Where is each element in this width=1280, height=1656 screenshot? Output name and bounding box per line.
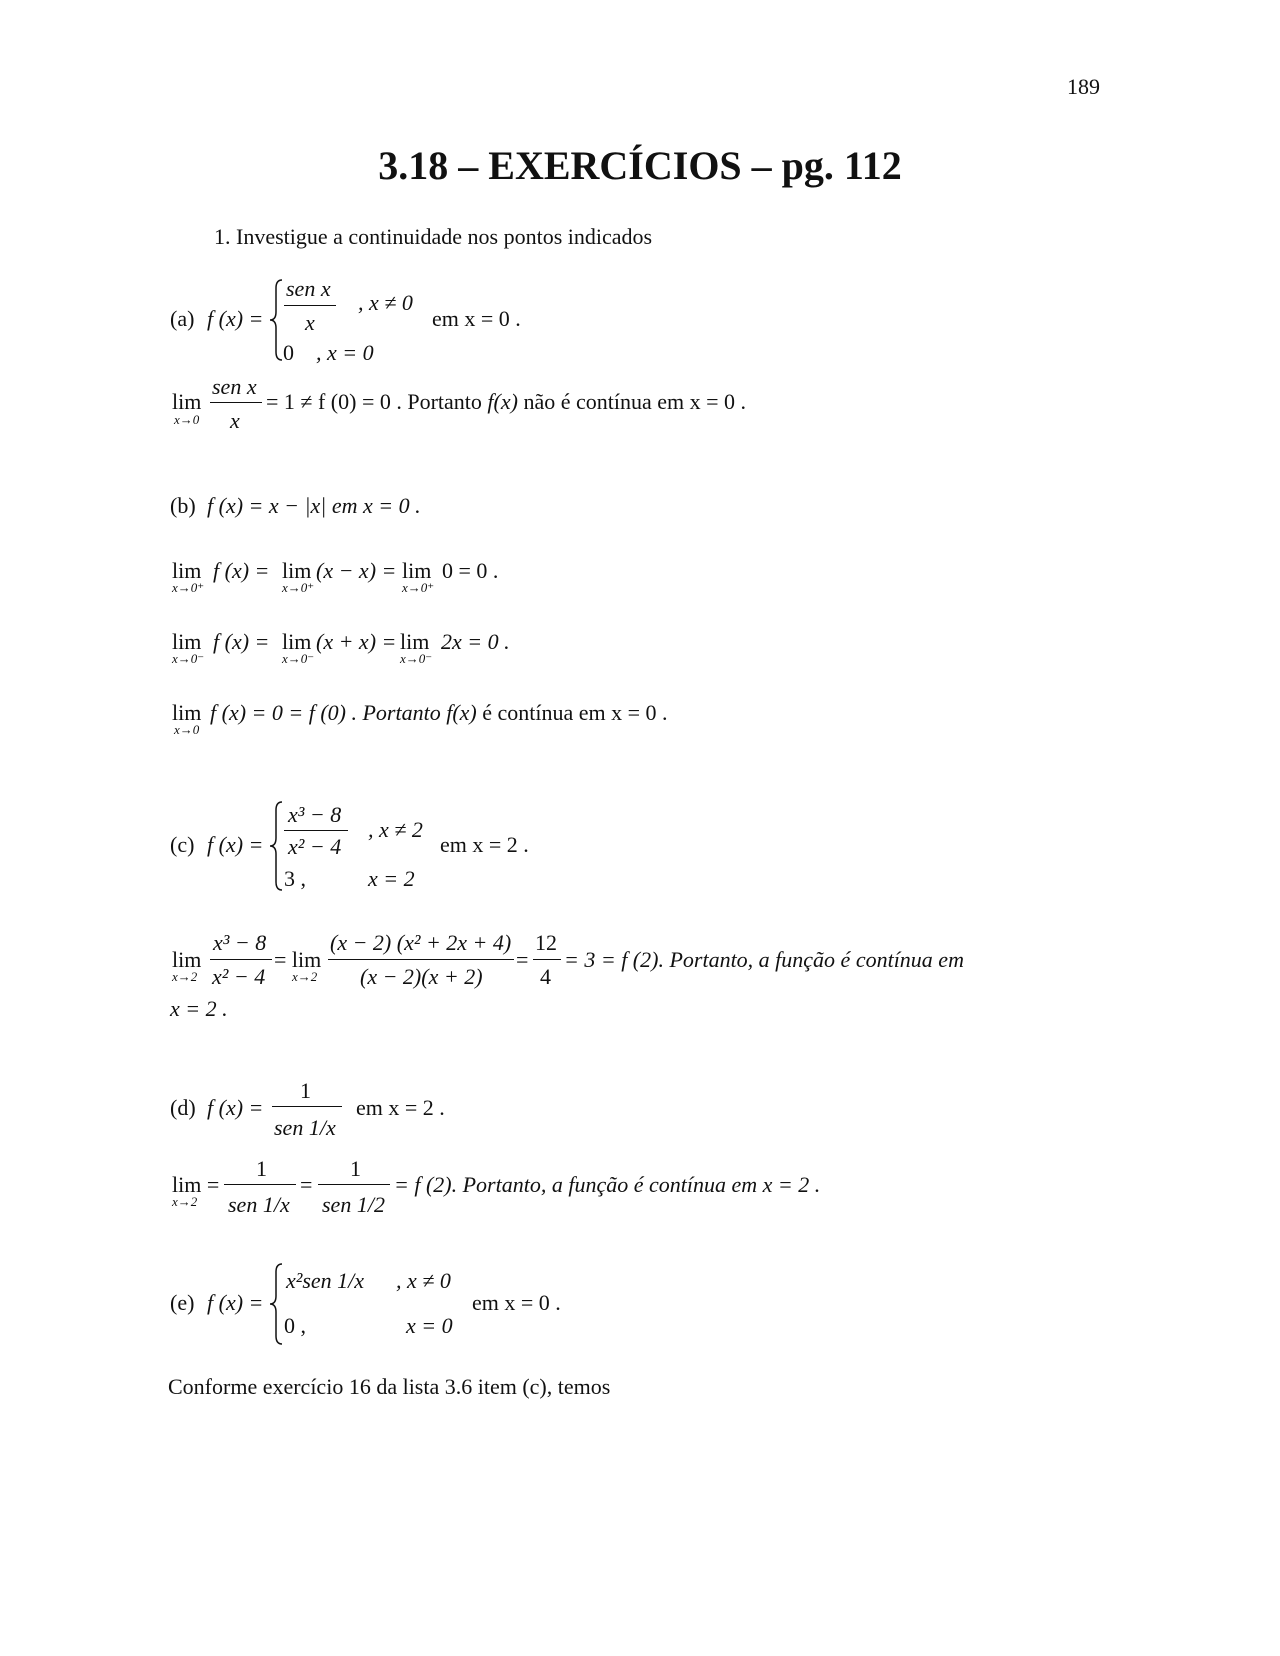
limit-fraction-den: sen 1/2 [322, 1192, 385, 1217]
limit-operator: lim [282, 629, 312, 654]
item-a-fx: f (x) = [207, 306, 264, 331]
equals-sign: = [300, 1172, 313, 1197]
item-c-case1-num: x³ − 8 [288, 802, 342, 827]
item-b-conclusion: f (x) = 0 = f (0) . Portanto [210, 700, 441, 725]
equals-sign: = [516, 947, 529, 972]
item-c-fx: f (x) = [207, 832, 264, 857]
limit-subscript: x→2 [172, 969, 198, 984]
item-b-conclusion-end: é contínua em x = 0 . [482, 700, 668, 725]
limit-fraction-den: sen 1/x [228, 1192, 290, 1217]
limit-fraction-num: 1 [350, 1156, 361, 1181]
limit-subscript: x→0⁺ [172, 580, 205, 595]
limit-subscript: x→2 [172, 1194, 198, 1209]
limit-fraction-num: sen x [212, 374, 257, 399]
limit-expression: (x − x) = [316, 558, 397, 583]
item-e-case2-value: 0 , [284, 1313, 306, 1338]
item-c-cond1: , x ≠ 2 [368, 817, 423, 842]
item-e-cond2: x = 0 [406, 1313, 453, 1338]
limit-operator: lim [172, 558, 202, 583]
item-d-point: em x = 2 . [356, 1095, 445, 1120]
page-number: 189 [1067, 74, 1100, 99]
fraction-bar [328, 959, 514, 960]
item-a-label: (a) [170, 306, 195, 331]
limit-fraction-num: (x − 2) (x² + 2x + 4) [330, 930, 512, 955]
left-brace-icon [268, 278, 284, 362]
item-c-case2-value: 3 , [284, 866, 306, 891]
page-title: 3.18 – EXERCÍCIOS – pg. 112 [378, 143, 902, 188]
limit-expression: (x + x) = [316, 629, 397, 654]
limit-operator: lim [282, 558, 312, 583]
limit-subscript: x→0⁻ [282, 651, 315, 666]
item-a-conclusion-end: não é contínua em x = 0 . [523, 389, 747, 414]
item-e-point: em x = 0 . [472, 1290, 561, 1315]
left-brace-icon [268, 1262, 284, 1346]
fraction-bar [210, 959, 272, 960]
item-c-conclusion-end: x = 2 . [170, 996, 228, 1021]
fraction-bar [272, 1106, 342, 1107]
item-d-label: (d) [170, 1095, 196, 1120]
limit-operator: lim [172, 629, 202, 654]
limit-subscript: x→0⁻ [172, 651, 205, 666]
item-d-fx: f (x) = [207, 1095, 264, 1120]
item-a-case1-num: sen x [286, 276, 331, 301]
limit-subscript: x→0 [174, 412, 200, 427]
fraction-bar [284, 830, 348, 831]
limit-fraction-den: 4 [540, 964, 551, 989]
item-b-fx-italic: f(x) [446, 700, 477, 725]
exercise-intro: 1. Investigue a continuidade nos pontos indicados [214, 224, 653, 249]
limit-fraction-den: x² − 4 [212, 964, 266, 989]
limit-operator: lim [172, 947, 202, 972]
limit-fraction-den: (x − 2)(x + 2) [360, 964, 483, 989]
item-a-point: em x = 0 . [432, 306, 521, 331]
limit-fraction-num: 1 [256, 1156, 267, 1181]
fraction-bar [318, 1184, 390, 1185]
item-a-case2-value: 0 [283, 340, 294, 365]
item-a-cond1: , x ≠ 0 [358, 290, 413, 315]
item-a-case1-den: x [305, 310, 315, 335]
item-a-fx-italic: f(x) [487, 389, 518, 414]
item-e-case1: x²sen 1/x [286, 1268, 365, 1293]
item-d-num: 1 [300, 1078, 311, 1103]
item-e-cond1: , x ≠ 0 [396, 1268, 451, 1293]
left-brace-icon [268, 800, 284, 892]
item-d-den: sen 1/x [274, 1115, 336, 1140]
limit-subscript: x→2 [292, 969, 318, 984]
limit-subscript: x→0⁺ [402, 580, 435, 595]
fraction-bar [224, 1184, 296, 1185]
limit-subscript: x→0⁺ [282, 580, 315, 595]
limit-operator: = lim [274, 947, 322, 972]
limit-operator: lim [172, 389, 202, 414]
limit-subscript: x→0 [174, 722, 200, 737]
limit-fraction-num: 12 [535, 930, 557, 955]
item-d-conclusion: = f (2). Portanto, a função é contínua em x = 2 . [394, 1172, 821, 1197]
item-c-point: em x = 2 . [440, 832, 529, 857]
fraction-bar [533, 959, 561, 960]
limit-operator: lim [172, 700, 202, 725]
limit-operator: lim [400, 629, 430, 654]
item-a-cond2: , x = 0 [316, 340, 374, 365]
limit-fraction-num: x³ − 8 [213, 930, 267, 955]
limit-expression: 0 = 0 . [442, 558, 499, 583]
limit-subscript: x→0⁻ [400, 651, 433, 666]
item-b-definition: f (x) = x − |x| em x = 0 . [207, 493, 421, 518]
limit-expression: 2x = 0 . [441, 629, 510, 654]
item-c-case1-den: x² − 4 [288, 834, 342, 859]
item-c-label: (c) [170, 832, 195, 857]
item-c-conclusion: = 3 = f (2). Portanto, a função é contínua em [564, 947, 964, 972]
fraction-bar [284, 305, 336, 306]
item-c-cond2: x = 2 [368, 866, 415, 891]
closing-text: Conforme exercício 16 da lista 3.6 item (c), temos [168, 1374, 611, 1399]
limit-operator: lim [402, 558, 432, 583]
item-e-label: (e) [170, 1290, 195, 1315]
limit-operator: lim = [172, 1172, 220, 1197]
item-a-conclusion: = 1 ≠ f (0) = 0 . Portanto [266, 389, 482, 414]
item-b-label: (b) [170, 493, 196, 518]
fraction-bar [210, 402, 262, 403]
limit-expression: f (x) = [213, 629, 270, 654]
limit-fraction-den: x [230, 408, 240, 433]
item-e-fx: f (x) = [207, 1290, 264, 1315]
limit-expression: f (x) = [213, 558, 270, 583]
